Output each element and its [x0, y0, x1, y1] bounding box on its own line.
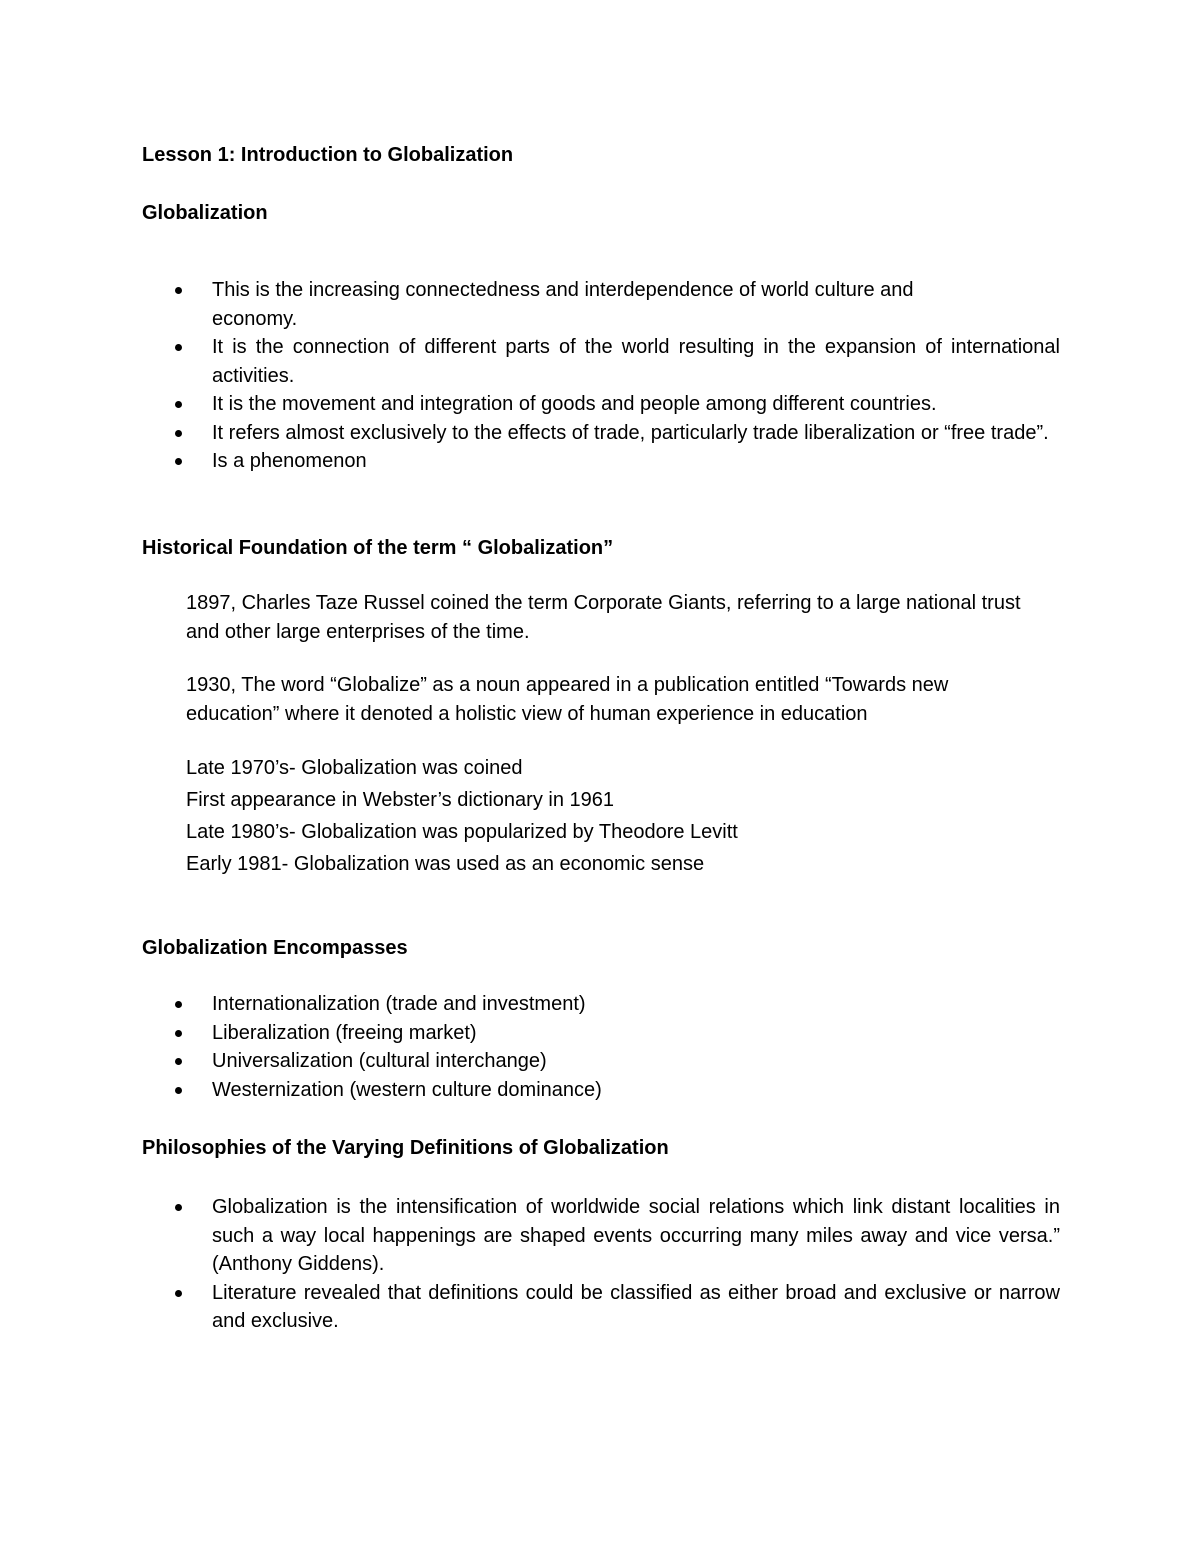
bullet-icon: [175, 344, 182, 351]
bullet-icon: [175, 1087, 182, 1094]
timeline-line: Early 1981- Globalization was used as an economic sense: [186, 853, 705, 875]
list-item: Universalization (cultural interchange): [142, 1047, 1060, 1076]
list-item: This is the increasing connectedness and interdependence of world culture and economy.: [142, 276, 972, 333]
bullet-icon: [175, 1204, 182, 1211]
list-item: Westernization (western culture dominance): [142, 1076, 1060, 1105]
bullet-icon: [175, 458, 182, 465]
lesson-title: Lesson 1: Introduction to Globalization: [142, 144, 514, 166]
historical-paragraph-1897: 1897, Charles Taze Russel coined the term Corporate Giants, referring to a large national trust and other large enterprises of the time.: [186, 592, 1021, 643]
historical-timeline: [186, 752, 1046, 880]
list-item: Globalization is the intensification of worldwide social relations which link distant localities in such a way local happenings are shaped events occurring many miles away and vice versa.” (Anthony Giddens).: [142, 1193, 1060, 1279]
list-item: It refers almost exclusively to the effects of trade, particularly trade liberalization or “free trade”.: [142, 419, 1060, 448]
philosophies-list: [142, 1193, 1060, 1336]
list-item: Is a phenomenon: [142, 447, 1060, 476]
globalization-definition-list: [142, 276, 1060, 476]
bullet-icon: [175, 401, 182, 408]
timeline-line: Late 1980’s- Globalization was popularized by Theodore Levitt: [186, 821, 738, 843]
list-item: Internationalization (trade and investment): [142, 990, 1060, 1019]
section-heading-globalization: Globalization: [142, 202, 268, 224]
bullet-icon: [175, 1001, 182, 1008]
historical-paragraph-1930: 1930, The word “Globalize” as a noun appeared in a publication entitled “Towards new education” where it denoted a holistic view of human experience in education: [186, 674, 949, 725]
encompasses-list: [142, 990, 1060, 1104]
section-heading-historical-foundation: Historical Foundation of the term “ Globalization”: [142, 537, 614, 559]
bullet-icon: [175, 287, 182, 294]
bullet-icon: [175, 1290, 182, 1297]
list-item: Liberalization (freeing market): [142, 1019, 1060, 1048]
section-heading-encompasses: Globalization Encompasses: [142, 937, 408, 959]
timeline-line: First appearance in Webster’s dictionary in 1961: [186, 789, 615, 811]
list-item: Literature revealed that definitions could be classified as either broad and exclusive or narrow and exclusive.: [142, 1279, 1060, 1336]
list-item: It is the connection of different parts of the world resulting in the expansion of international activities.: [142, 333, 1060, 390]
bullet-icon: [175, 1030, 182, 1037]
bullet-icon: [175, 1058, 182, 1065]
list-item: It is the movement and integration of goods and people among different countries.: [142, 390, 1060, 419]
bullet-icon: [175, 430, 182, 437]
timeline-line: Late 1970’s- Globalization was coined: [186, 757, 523, 779]
section-heading-philosophies: Philosophies of the Varying Definitions of Globalization: [142, 1137, 669, 1159]
